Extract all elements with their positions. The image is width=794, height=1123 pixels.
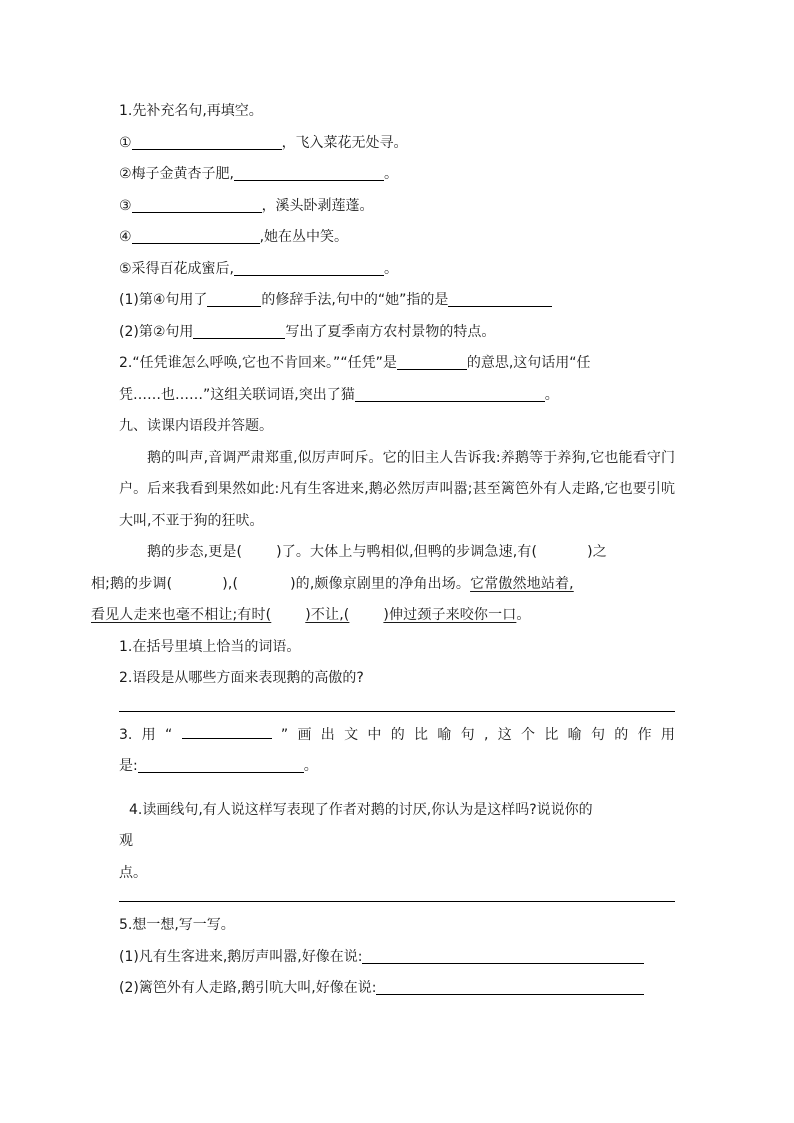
t3-c5: 画: [297, 726, 312, 743]
t3-c0: 3.: [119, 726, 133, 743]
task-3-text-c: 。: [303, 758, 318, 774]
poem-4-blank[interactable]: [132, 225, 260, 244]
task-2: 2.语段是从哪些方面来表现鹅的高傲的?: [119, 670, 364, 686]
t3-c10: 比: [414, 726, 429, 743]
poem-5-prefix: ⑤采得百花成蜜后,: [119, 260, 235, 277]
metaphor-effect-blank[interactable]: [138, 754, 304, 773]
p2-j: )伸过颈子来咬你一口: [383, 607, 517, 623]
poem-1-suffix: ，飞入菜花无处寻。: [281, 134, 408, 151]
t3-c19: 的: [614, 726, 629, 743]
t3-c16: 比: [544, 726, 559, 743]
poem-4-prefix: ④: [119, 229, 132, 245]
q9-title: 九、读课内语段并答题。: [119, 418, 273, 434]
metaphor-mark-blank[interactable]: [182, 720, 272, 739]
t3-c13: ,: [483, 726, 489, 743]
sub-question-2-text-b: 写出了夏季南方农村景物的特点。: [285, 323, 496, 340]
task-2-answer-line[interactable]: [119, 695, 675, 712]
t3-c12: 句: [460, 726, 475, 743]
poem-line-1: [119, 128, 675, 160]
task-4-answer-line[interactable]: [119, 889, 675, 902]
task-5-item-1-blank[interactable]: [362, 945, 644, 964]
t3-c7: 文: [344, 726, 359, 743]
poem-line-3: [119, 191, 675, 223]
cat-trait-blank[interactable]: [355, 383, 545, 402]
p2-d: 相;鹅的步调(: [91, 575, 173, 592]
p2-h: 看见人走来也毫不相让;有时(: [91, 607, 272, 623]
passage-paragraph-2: [91, 537, 675, 632]
sub-question-1-text: (1)第④句用了: [119, 292, 208, 308]
task-3-text-b: 是:: [119, 758, 138, 774]
poem-line-2: [119, 159, 675, 191]
poem-5-blank[interactable]: [234, 257, 384, 276]
poem-line-4: [119, 222, 675, 254]
poem-1-blank[interactable]: [132, 131, 282, 150]
t3-c20: 作: [637, 726, 652, 743]
task-5-item-2-text: (2)篱笆外有人走路,鹅引吭大叫,好像在说:: [119, 980, 377, 996]
task-3-line-1: [119, 720, 675, 752]
task-4-line-1: 4.读画线句,有人说这样写表现了作者对鹅的讨厌,你认为是这样吗?说说你的: [129, 801, 593, 818]
poem-1-prefix: ①: [119, 134, 132, 151]
underlined-sentence-a: 它常傲然地站着,: [470, 575, 574, 592]
poem-2-suffix: 。: [384, 166, 399, 182]
t3-c9: 的: [390, 726, 405, 743]
question-2-text-a: 2.“任凭谁怎么呼唤,它也不肯回来。”“任凭”是: [119, 355, 397, 371]
method-blank[interactable]: [193, 320, 285, 339]
p2-f: )的,颇像京剧里的净角出场。: [290, 575, 471, 592]
t3-c6: 出: [320, 726, 335, 743]
task-4-line-2: 观: [119, 833, 133, 849]
t3-c4: ”: [280, 726, 289, 743]
p2-a: 鹅的步态,更是(: [147, 544, 243, 560]
task-3-line-2: [119, 751, 675, 783]
poem-line-5: [119, 254, 675, 286]
t3-c17: 喻: [567, 726, 582, 743]
question-2-text-c: 凭……也……”这组关联词语,突出了猫: [119, 386, 355, 403]
sub-question-2: [119, 317, 675, 349]
p2-i: )不让,(: [305, 607, 350, 623]
sub-question-1-text-b: 的修辞手法,句中的“她”指的是: [261, 292, 449, 308]
poem-3-suffix: ，溪头卧剥莲蓬。: [261, 197, 374, 214]
renping-meaning-blank[interactable]: [397, 351, 467, 370]
sub-question-2-text: (2)第②句用: [119, 323, 194, 340]
she-refers-blank[interactable]: [448, 288, 552, 307]
poem-2-blank[interactable]: [234, 162, 384, 181]
t3-c2: “: [164, 726, 173, 743]
p2-k: 。: [516, 607, 531, 623]
question-2-line-1: [119, 348, 675, 380]
worksheet: [91, 96, 675, 1005]
t3-c15: 个: [521, 726, 536, 743]
t3-c21: 用: [660, 726, 675, 743]
poem-2-prefix: ②梅子金黄杏子肥,: [119, 166, 235, 182]
task-5-item-1-text: (1)凡有生客进来,鹅厉声叫嚣,好像在说:: [119, 948, 363, 965]
task-5-item-1: [119, 942, 675, 974]
task-1: 1.在括号里填上恰当的词语。: [119, 638, 301, 655]
question-2-text-b: 的意思,这句话用“任: [466, 355, 591, 371]
poem-3-prefix: ③: [119, 197, 132, 214]
p2-b: )了。大体上与鸭相似,但鸭的步调急速,有(: [276, 544, 538, 560]
poem-3-blank[interactable]: [132, 194, 262, 213]
sub-question-1: [119, 285, 675, 317]
underlined-sentence-b: [91, 607, 516, 623]
t3-c14: 这: [497, 726, 512, 743]
question-2-line-2: [119, 380, 675, 412]
passage-paragraph-1: 鹅的叫声,音调严肃郑重,似厉声呵斥。它的旧主人告诉我:养鹅等于养狗,它也能看守门户。后来我看到果然如此:凡有生客进来,鹅必然厉声叫嚣;甚至篱笆外有人走路,它也要引吭大叫,不亚于狗的狂吠。: [119, 449, 675, 529]
task-5-item-2-blank[interactable]: [376, 976, 644, 995]
p2-c: )之: [587, 544, 607, 560]
poem-4-suffix: ,她在丛中笑。: [259, 229, 349, 245]
t3-c11: 喻: [437, 726, 452, 743]
rhetoric-blank[interactable]: [207, 288, 261, 307]
task-4-line-3: 点。: [119, 864, 147, 881]
task-5-item-2: [119, 973, 675, 1005]
p2-e: ),(: [222, 575, 239, 592]
t3-c1: 用: [141, 726, 156, 743]
question-2-text-d: 。: [544, 386, 559, 403]
q8-title: 1.先补充名句,再填空。: [119, 103, 263, 119]
poem-5-suffix: 。: [384, 260, 399, 277]
t3-c18: 句: [590, 726, 605, 743]
t3-c8: 中: [367, 726, 382, 743]
task-5: 5.想一想,写一写。: [119, 917, 235, 933]
